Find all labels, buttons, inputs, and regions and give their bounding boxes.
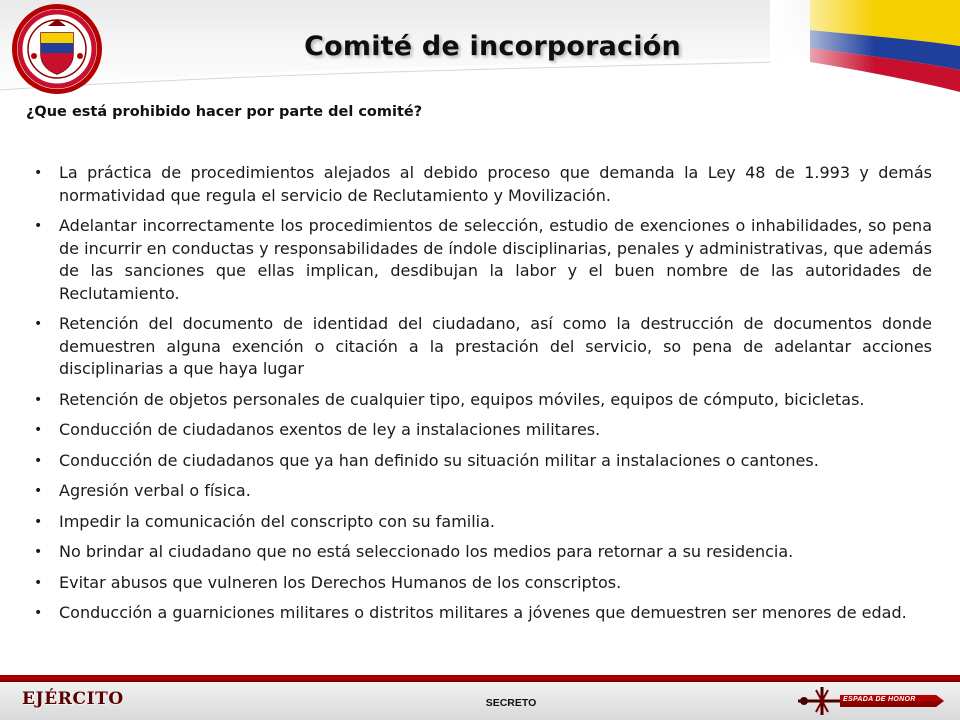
- list-item: [34, 480, 932, 503]
- list-item: [34, 389, 932, 412]
- bullet-icon: •: [34, 574, 43, 591]
- colombia-flag-icon: [770, 0, 960, 100]
- bullet-icon: •: [34, 391, 43, 408]
- list-item-text: Conducción a guarniciones militares o distritos militares a jóvenes que demuestren ser menores de edad.: [59, 603, 907, 622]
- list-item: [34, 215, 932, 305]
- list-item-text: Conducción de ciudadanos que ya han definido su situación militar a instalaciones o cantones.: [59, 450, 819, 470]
- bullet-icon: •: [34, 218, 43, 234]
- footer: [0, 682, 960, 720]
- list-item: [34, 602, 932, 625]
- header: [0, 0, 960, 100]
- list-item: [34, 511, 932, 534]
- list-item-text: Conducción de ciudadanos exentos de ley a instalaciones militares.: [59, 420, 601, 439]
- list-item-text: Retención del documento de identidad del ciudadano, así como la destrucción de documentos donde demuestren alguna exención o citación a la prestación del servicio, so pena de adelantar acciones disciplinarias a que haya lugar: [59, 314, 932, 378]
- bullet-icon: •: [34, 605, 43, 621]
- list-item-text: La práctica de procedimientos alejados al debido proceso que demanda la Ley 48 de 1.993 y demás normatividad que regula el servicio de Reclutamiento y Movilización.: [59, 163, 932, 205]
- bullet-icon: •: [34, 513, 43, 530]
- bullet-icon: •: [34, 422, 43, 438]
- page-title: Comité de incorporación: [304, 31, 681, 62]
- classification-label: SECRETO: [485, 697, 537, 709]
- list-item-text: Retención de objetos personales de cualquier tipo, equipos móviles, equipos de cómputo, bicicletas.: [59, 389, 865, 409]
- list-item: [34, 450, 932, 473]
- espada-de-honor-label: ESPADA DE HONOR: [843, 696, 916, 703]
- list-item-text: Agresión verbal o física.: [59, 481, 251, 500]
- list-item-text: Adelantar incorrectamente los procedimientos de selección, estudio de exenciones o inhabilidades, so pena de incurrir en conductas y responsabilidades de índole disciplinarias, penales y administrativas, que además de las sanciones que ellas implican, desdibujan la labor y el buen nombre de las autoridades de Reclutamiento.: [59, 216, 932, 303]
- footer-divider: [0, 675, 960, 682]
- bullet-icon: •: [34, 165, 43, 181]
- list-item: [34, 313, 932, 381]
- list-item: [34, 419, 932, 442]
- brand-logo-text: EJÉRCITO: [22, 689, 124, 709]
- list-item: [34, 541, 932, 564]
- list-item: [34, 572, 932, 595]
- bullet-icon: •: [34, 316, 43, 332]
- list-item-text: Evitar abusos que vulneren los Derechos Humanos de los conscriptos.: [59, 572, 622, 592]
- bullet-icon: •: [34, 452, 43, 469]
- section-question: ¿Que está prohibido hacer por parte del comité?: [26, 104, 423, 120]
- bullet-icon: •: [34, 483, 43, 499]
- list-item-text: Impedir la comunicación del conscripto con su familia.: [59, 511, 496, 531]
- list-item-text: No brindar al ciudadano que no está seleccionado los medios para retornar a su residencia.: [59, 542, 794, 561]
- list-item: [34, 162, 932, 207]
- bullet-icon: •: [34, 544, 43, 560]
- bullet-list: [34, 162, 932, 633]
